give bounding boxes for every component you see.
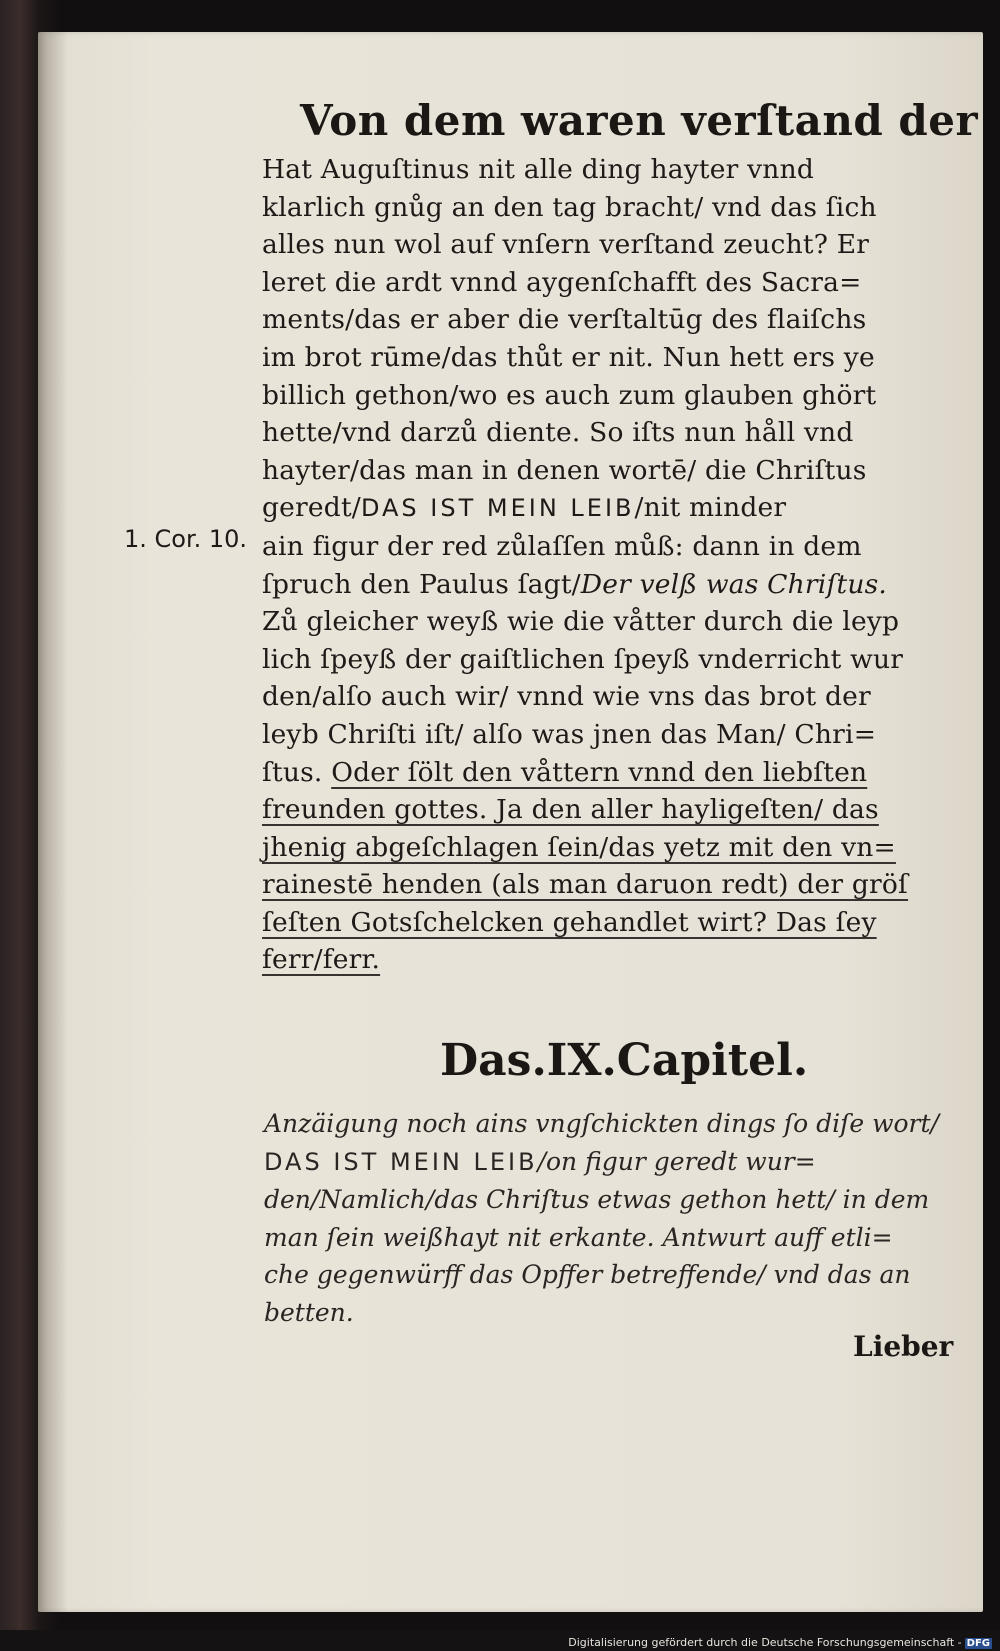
text-line: ain figur der red zůlaſſen můß: dann in dem — [262, 530, 862, 562]
summary-line — [264, 1143, 954, 1182]
text-line: hayter/das man in denen wortē/ die Chriſtus — [262, 454, 867, 486]
underlined-passage: Oder ſölt den våttern vnnd den liebſten — [331, 756, 868, 788]
running-head: Von dem waren verſtand der — [300, 96, 979, 145]
quoted-caps-phrase: DAS IST MEIN LEIB — [360, 494, 635, 523]
text-fragment: ſtus. — [262, 756, 323, 788]
summary-line: den/Namlich/das Chriſtus etwas gethon hett/ in dem — [264, 1185, 930, 1215]
text-line: leret die ardt vnnd aygenſchafft des Sacra= — [262, 266, 862, 298]
text-line — [262, 489, 952, 528]
underlined-line: jhenig abgeſchlagen ſein/das yetz mit den vn= — [262, 831, 896, 863]
summary-line: Anzäigung noch ains vngſchickten dings ſo diſe wort/ — [264, 1109, 939, 1138]
text-line — [262, 754, 952, 792]
text-line: klarlich gnůg an den tag bracht/ vnd das ſich — [262, 191, 877, 223]
digitization-credit — [568, 1636, 992, 1649]
catchword: Lieber — [853, 1330, 954, 1363]
underlined-line: freunden gottes. Ja den aller hayligeſten/ das — [262, 794, 879, 826]
text-fragment: /nit minder — [634, 492, 787, 524]
text-line: alles nun wol auf vnſern verſtand zeucht? Er — [262, 229, 870, 261]
text-fragment: ſpruch den Paulus ſagt/ — [262, 568, 581, 600]
italic-quotation: Der velß was Chriſtus. — [580, 568, 888, 600]
dfg-logo: DFG — [966, 1638, 990, 1649]
text-line: lich ſpeyß der gaiſtlichen ſpeyß vnderricht wur — [262, 643, 904, 675]
text-fragment: /on figur geredt wur= — [537, 1146, 816, 1176]
gutter-shadow — [38, 32, 68, 1612]
chapter-heading: Das.IX.Capitel. — [440, 1035, 809, 1086]
text-line: leyb Chriſti iſt/ alſo was jnen das Man/ Chri= — [262, 718, 877, 750]
summary-line: man ſein weißhayt nit erkante. Antwurt auff etli= — [264, 1222, 893, 1252]
chapter-summary — [264, 1105, 954, 1332]
text-line: im brot rūme/das thůt er nit. Nun hett ers ye — [262, 341, 875, 373]
underlined-line: ſeſten Gotsſchelcken gehandlet wirt? Das ſey — [262, 906, 877, 938]
credit-text: Digitalisierung gefördert durch die Deutsche Forschungsgemeinschaft - — [568, 1636, 962, 1649]
text-line: hette/vnd darzů diente. So iſts nun håll vnd — [262, 417, 854, 449]
summary-line: betten. — [264, 1297, 354, 1327]
quoted-caps-phrase: DAS IST MEIN LEIB — [264, 1147, 538, 1176]
text-fragment: geredt/ — [262, 492, 361, 524]
text-line: den/alſo auch wir/ vnnd wie vns das brot der — [262, 681, 871, 713]
underlined-line: ferr/ferr. — [262, 944, 381, 976]
text-line: Hat Auguſtinus nit alle ding hayter vnnd — [262, 154, 815, 185]
text-line: ments/das er aber die verſtaltūg des flaiſchs — [262, 304, 867, 336]
text-line: billich gethon/wo es auch zum glauben ghört — [262, 379, 877, 411]
underlined-line: rainestē henden (als man daruon redt) der gröſ — [262, 869, 909, 901]
summary-line: che gegenwürff das Opffer betreffende/ vnd das an — [264, 1260, 911, 1290]
text-line — [262, 566, 952, 604]
text-line: Zů gleicher weyß wie die våtter durch die leyp — [262, 606, 900, 638]
body-text — [262, 151, 952, 979]
margin-reference: 1. Cor. 10. — [124, 525, 248, 553]
